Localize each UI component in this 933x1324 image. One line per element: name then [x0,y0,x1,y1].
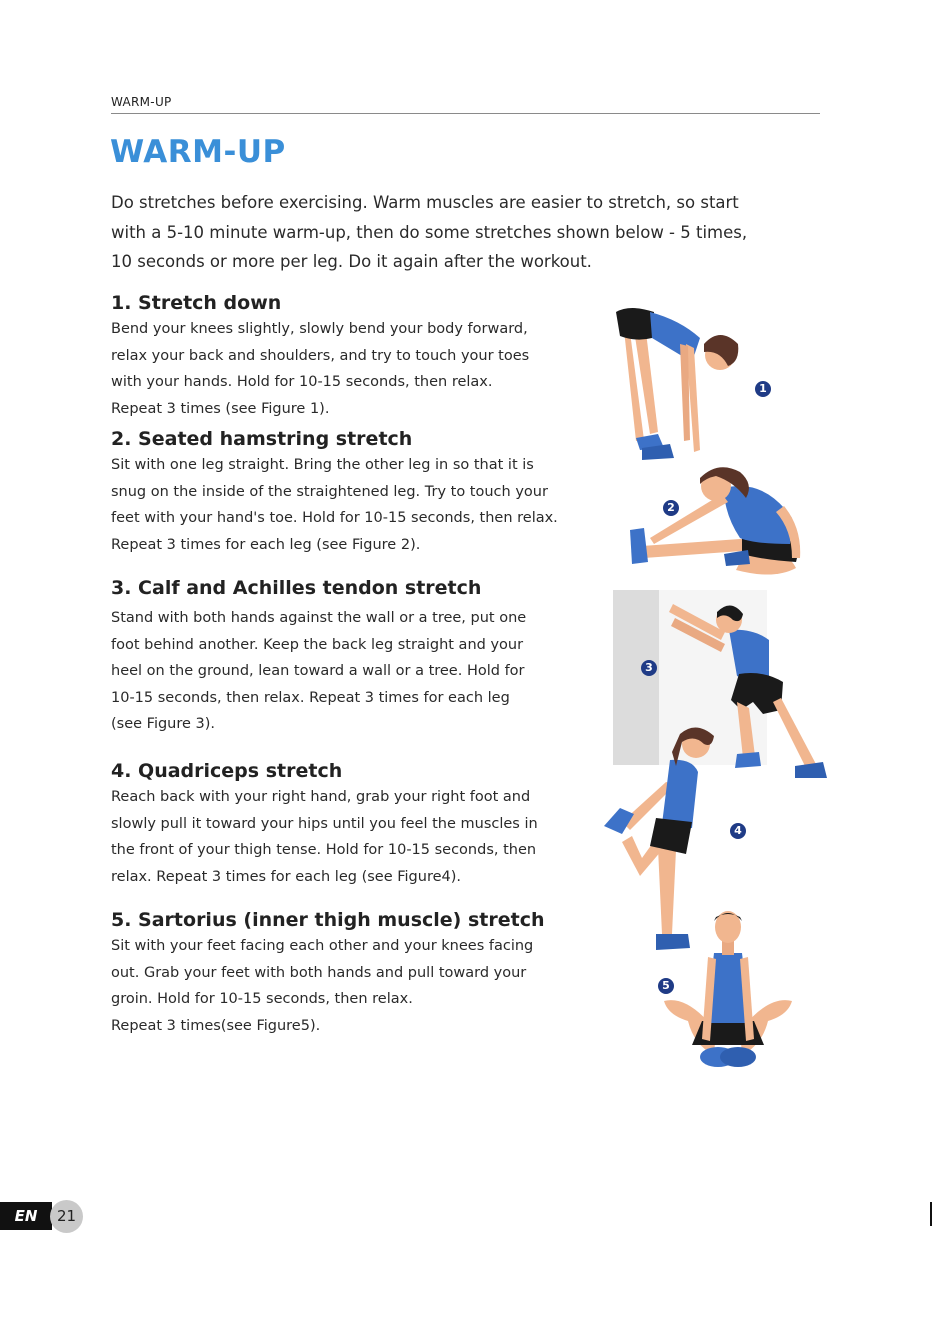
figure-2-badge: 2 [663,500,679,516]
body-line: Repeat 3 times for each leg (see Figure 2). [111,536,421,553]
section-quadriceps [111,758,611,890]
body-line: Bend your knees slightly, slowly bend your body forward, [111,321,528,337]
section-body [111,933,611,1039]
section-title: 5. Sartorius (inner thigh muscle) stretch [111,909,545,931]
page-title: WARM-UP [110,134,286,170]
section-title: 2. Seated hamstring stretch [111,428,413,450]
body-line: 10-15 seconds, then relax. Repeat 3 times for each leg [111,689,510,706]
body-line: relax your back and shoulders, and try to touch your toes [111,347,530,364]
body-line: heel on the ground, lean toward a wall or a tree. Hold for [111,663,525,679]
section-calf-achilles [111,575,611,738]
section-body [111,605,611,738]
figure-1-badge: 1 [755,381,771,397]
body-line: with your hands. Hold for 10-15 seconds, then relax. [111,374,493,390]
body-line: Repeat 3 times(see Figure5). [111,1017,321,1034]
intro-paragraph [111,188,821,277]
section-title: 4. Quadriceps stretch [111,760,343,782]
section-title: 3. Calf and Achilles tendon stretch [111,577,482,599]
figure-2-seated-hamstring [624,458,810,583]
footer-language-tag: EN [0,1202,52,1230]
running-head: WARM-UP [111,95,172,109]
body-line: (see Figure 3). [111,716,216,732]
body-line: foot behind another. Keep the back leg straight and your [111,636,524,653]
section-seated-hamstring [111,426,611,558]
section-body [111,316,611,422]
body-line: feet with your hand's toe. Hold for 10-15 seconds, then relax. [111,510,558,526]
body-line: snug on the inside of the straightened leg. Try to touch your [111,483,548,500]
body-line: groin. Hold for 10-15 seconds, then relax. [111,991,413,1007]
body-line: relax. Repeat 3 times for each leg (see Figure4). [111,868,461,885]
body-line: Sit with your feet facing each other and your knees facing [111,938,534,954]
section-body [111,452,611,558]
figure-4-badge: 4 [730,823,746,839]
section-stretch-down [111,290,611,422]
crop-mark [930,1202,932,1226]
footer-page-number: 21 [50,1200,83,1233]
figure-1-stretch-down [600,300,760,465]
figure-3-badge: 3 [641,660,657,676]
body-line: Sit with one leg straight. Bring the other leg in so that it is [111,457,534,473]
figure-5-badge: 5 [658,978,674,994]
body-line: Reach back with your right hand, grab your right foot and [111,789,531,805]
body-line: slowly pull it toward your hips until you feel the muscles in [111,815,538,832]
body-line: the front of your thigh tense. Hold for 10-15 seconds, then [111,842,537,858]
body-line: Stand with both hands against the wall or a tree, put one [111,610,527,626]
body-line: Repeat 3 times (see Figure 1). [111,400,330,417]
section-title: 1. Stretch down [111,292,282,314]
section-body [111,784,611,890]
figure-5-sartorius [658,905,798,1070]
intro-line: Do stretches before exercising. Warm muscles are easier to stretch, so start [111,193,739,212]
body-line: out. Grab your feet with both hands and pull toward your [111,964,527,981]
intro-line: with a 5-10 minute warm-up, then do some stretches shown below - 5 times, [111,222,748,242]
section-sartorius [111,907,611,1039]
header-rule [111,113,820,114]
intro-line: 10 seconds or more per leg. Do it again after the workout. [111,252,592,271]
